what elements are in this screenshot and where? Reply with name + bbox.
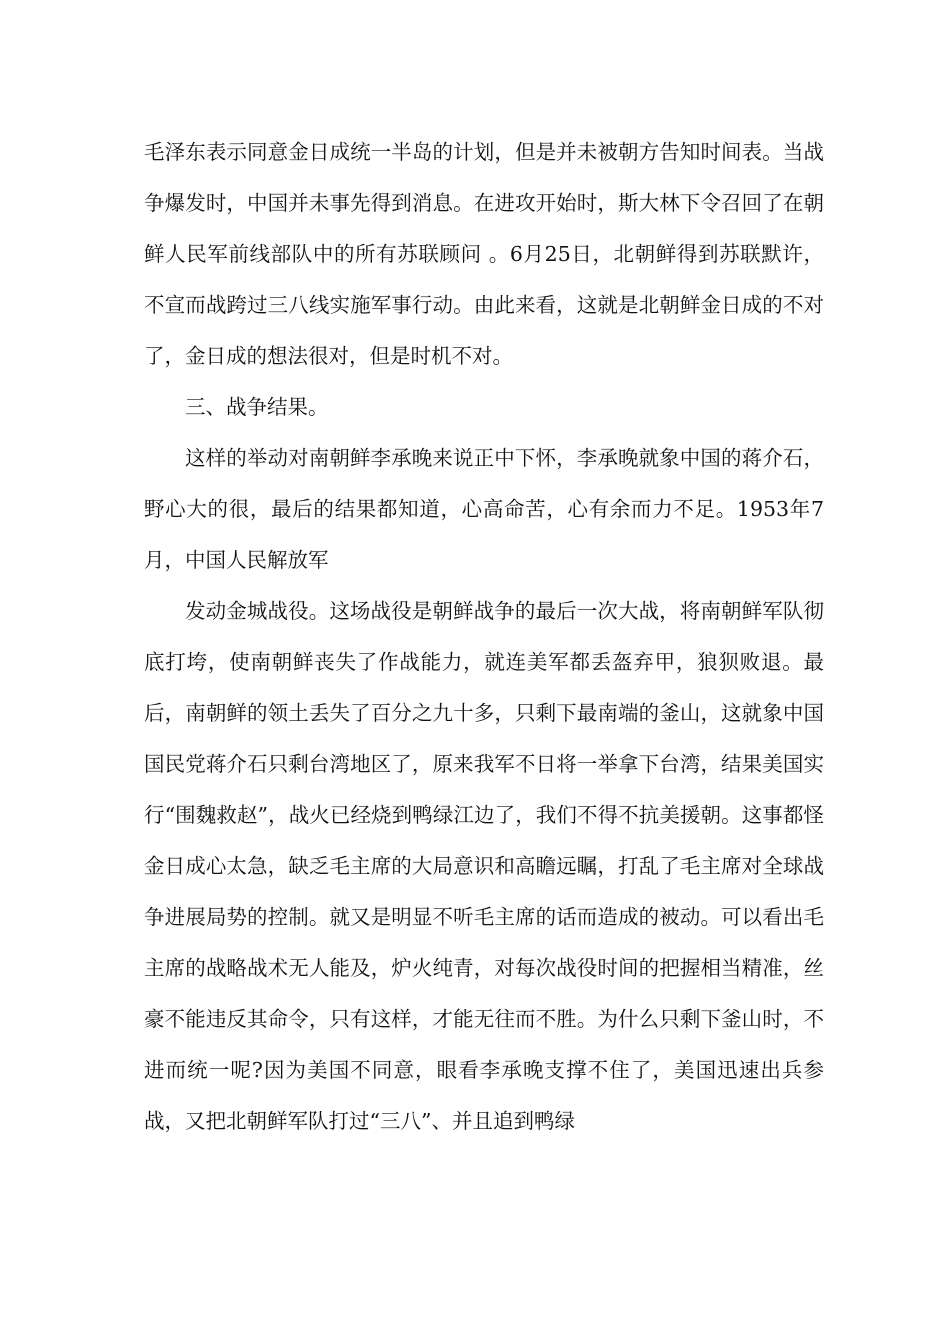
paragraph-war-origin: 毛泽东表示同意金日成统一半岛的计划，但是并未被朝方告知时间表。当战争爆发时，中国并未事先得到消息。在进攻开始时，斯大林下令召回了在朝鲜人民军前线部队中的所有苏联顾问 。6月25日，北朝鲜得到苏联默许，不宣而战跨过三八线实施军事行动。由此来看，这就是北朝鲜金日成的不对了，金日成的想法很对，但是时机不对。: [144, 140, 824, 368]
section-heading-war-result: 三、战争结果。: [185, 395, 329, 419]
document-body: [144, 127, 824, 1147]
paragraph-syngman-rhee: 这样的举动对南朝鲜李承晚来说正中下怀，李承晚就象中国的蒋介石，野心大的很，最后的结果都知道，心高命苦，心有余而力不足。1953年7月，中国人民解放军: [144, 446, 824, 572]
paragraph-kumsong-campaign: 发动金城战役。这场战役是朝鲜战争的最后一次大战，将南朝鲜军队彻底打垮，使南朝鲜丧失了作战能力，就连美军都丢盔弃甲，狼狈败退。最后，南朝鲜的领土丢失了百分之九十多，只剩下最南端的釜山，这就象中国国民党蒋介石只剩台湾地区了，原来我军不日将一举拿下台湾，结果美国实行“围魏救赵”，战火已经烧到鸭绿江边了，我们不得不抗美援朝。这事都怪金日成心太急，缺乏毛主席的大局意识和高瞻远瞩，打乱了毛主席对全球战争进展局势的控制。就又是明显不听毛主席的话而造成的被动。可以看出毛主席的战略战术无人能及，炉火纯青，对每次战役时间的把握相当精准，丝豪不能违反其命令，只有这样，才能无往而不胜。为什么只剩下釜山时，不进而统一呢?因为美国不同意，眼看李承晚支撑不住了，美国迅速出兵参战，又把北朝鲜军队打过“三八”、并且追到鸭绿: [144, 599, 824, 1133]
